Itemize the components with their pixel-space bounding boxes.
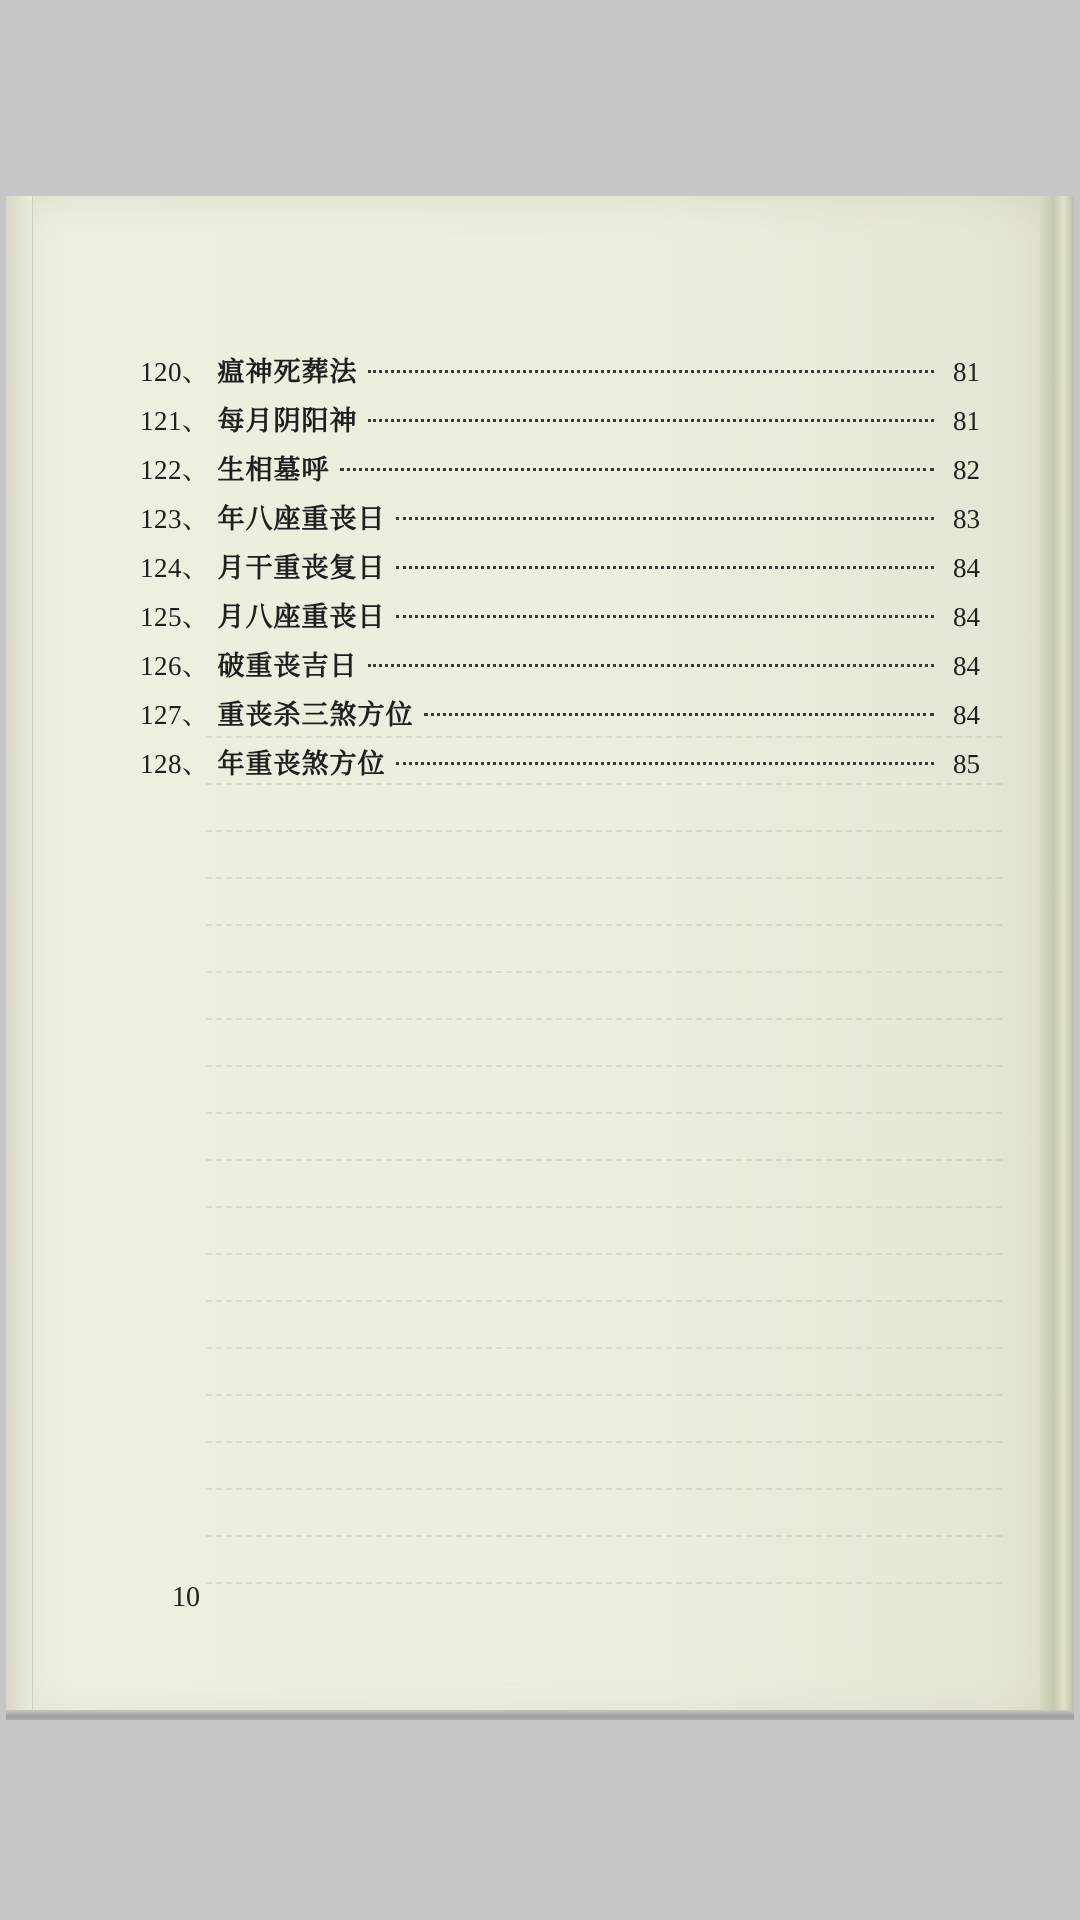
- entry-title: 月八座重丧日: [217, 602, 386, 633]
- entry-title: 月干重丧复日: [217, 553, 386, 584]
- entry-title: 瘟神死葬法: [217, 357, 358, 388]
- entry-number: 128、: [140, 749, 210, 779]
- entry-title: 重丧杀三煞方位: [217, 700, 414, 731]
- entry-title: 年重丧煞方位: [217, 749, 386, 780]
- entry-number: 124、: [140, 553, 210, 583]
- entry-number: 127、: [140, 700, 210, 730]
- toc-entry: [140, 348, 980, 397]
- entry-number: 122、: [140, 455, 210, 485]
- entry-number: 123、: [140, 504, 210, 534]
- toc-entry: [140, 593, 980, 642]
- page-left-edge: [6, 196, 33, 1720]
- toc-entry: [140, 397, 980, 446]
- entry-number: 125、: [140, 602, 210, 632]
- toc-entry: [140, 642, 980, 691]
- table-of-contents: [140, 348, 980, 789]
- dot-leader: [396, 615, 935, 618]
- dot-leader: [396, 566, 935, 569]
- entry-page-number: 82: [953, 455, 980, 485]
- dot-leader: [368, 419, 935, 422]
- dot-leader: [424, 713, 935, 716]
- entry-title: 生相墓呼: [217, 455, 330, 486]
- toc-entry: [140, 446, 980, 495]
- entry-page-number: 84: [953, 602, 980, 632]
- dot-leader: [368, 664, 935, 667]
- entry-page-number: 83: [953, 504, 980, 534]
- toc-entry: [140, 495, 980, 544]
- entry-title: 每月阴阳神: [217, 406, 358, 437]
- entry-page-number: 84: [953, 553, 980, 583]
- entry-number: 120、: [140, 357, 210, 387]
- page-number: 10: [172, 1582, 200, 1613]
- dot-leader: [396, 762, 935, 765]
- entry-page-number: 81: [953, 406, 980, 436]
- dot-leader: [368, 370, 935, 373]
- entry-page-number: 84: [953, 700, 980, 730]
- page-right-edge: [1040, 196, 1074, 1720]
- entry-page-number: 84: [953, 651, 980, 681]
- toc-entry: [140, 740, 980, 789]
- entry-title: 年八座重丧日: [217, 504, 386, 535]
- entry-title: 破重丧吉日: [217, 651, 358, 682]
- entry-number: 126、: [140, 651, 210, 681]
- toc-entry: [140, 544, 980, 593]
- entry-number: 121、: [140, 406, 210, 436]
- toc-entry: [140, 691, 980, 740]
- show-through-text: [206, 736, 1006, 1716]
- dot-leader: [340, 468, 935, 471]
- entry-page-number: 85: [953, 749, 980, 779]
- entry-page-number: 81: [953, 357, 980, 387]
- dot-leader: [396, 517, 935, 520]
